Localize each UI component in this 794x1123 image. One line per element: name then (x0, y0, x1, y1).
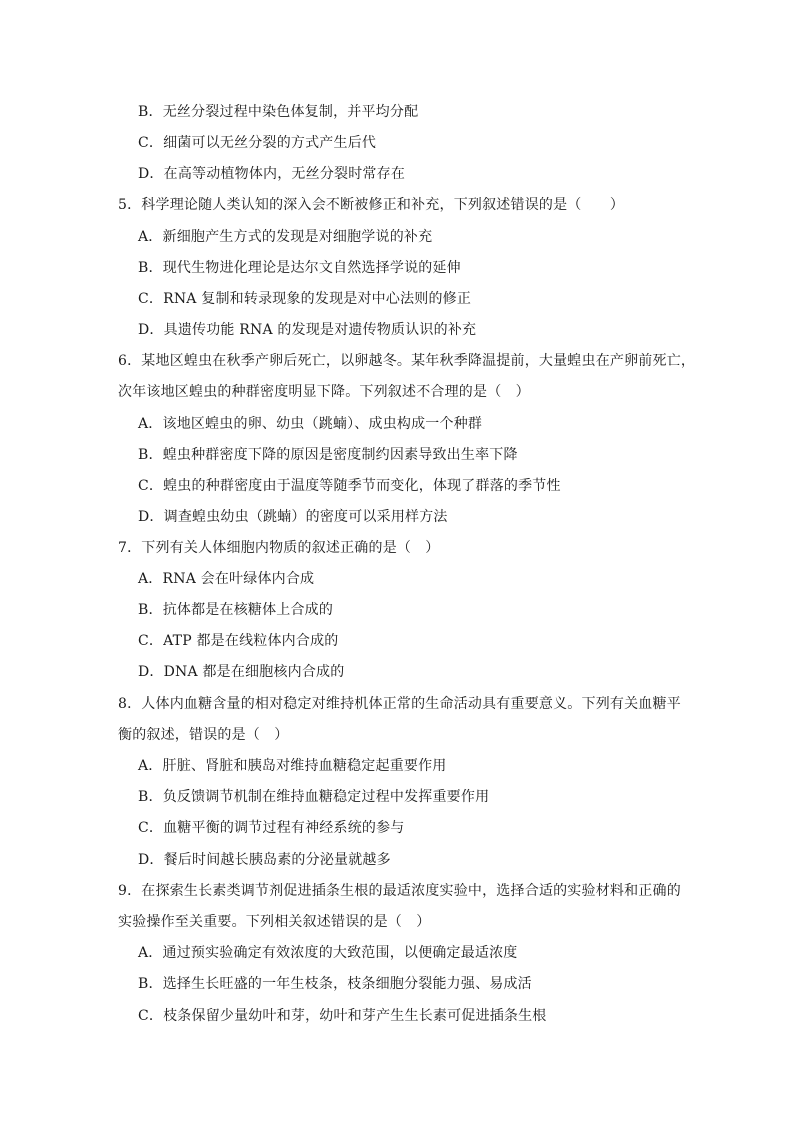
option-line: C．细菌可以无丝分裂的方式产生后代 (138, 135, 377, 151)
option-line: D．DNA 都是在细胞核内合成的 (138, 664, 345, 680)
option-line: D．调查蝗虫幼虫（跳蝻）的密度可以采用样方法 (138, 509, 448, 525)
option-line: C．蝗虫的种群密度由于温度等随季节而变化，体现了群落的季节性 (138, 478, 561, 494)
option-line: C．RNA 复制和转录现象的发现是对中心法则的修正 (138, 291, 472, 307)
option-line: A．该地区蝗虫的卵、幼虫（跳蝻）、成虫构成一个种群 (138, 416, 483, 432)
option-line: D．餐后时间越长胰岛素的分泌量就越多 (138, 852, 391, 868)
question-line: 7．下列有关人体细胞内物质的叙述正确的是（ ） (118, 540, 440, 556)
option-line: A．新细胞产生方式的发现是对细胞学说的补充 (138, 229, 433, 245)
question-line: 实验操作至关重要。下列相关叙述错误的是（ ） (118, 914, 431, 930)
option-line: D．在高等动植物体内，无丝分裂时常存在 (138, 166, 406, 182)
option-line: A．通过预实验确定有效浓度的大致范围，以便确定最适浓度 (138, 945, 518, 961)
option-line: B．现代生物进化理论是达尔文自然选择学说的延伸 (138, 260, 461, 276)
question-line: 9．在探索生长素类调节剂促进插条生根的最适浓度实验中，选择合适的实验材料和正确的 (118, 883, 681, 899)
option-line: B．蝗虫种群密度下降的原因是密度制约因素导致出生率下降 (138, 447, 518, 463)
question-line: 8．人体内血糖含量的相对稳定对维持机体正常的生命活动具有重要意义。下列有关血糖平 (118, 696, 681, 712)
option-line: A．RNA 会在叶绿体内合成 (138, 571, 315, 587)
option-line: C．ATP 都是在线粒体内合成的 (138, 633, 339, 649)
question-line: 衡的叙述，错误的是（ ） (118, 727, 289, 743)
option-line: C．血糖平衡的调节过程有神经系统的参与 (138, 820, 405, 836)
option-line: B．选择生长旺盛的一年生枝条，枝条细胞分裂能力强、易成活 (138, 976, 532, 992)
option-line: B．无丝分裂过程中染色体复制，并平均分配 (138, 104, 419, 120)
question-line: 6．某地区蝗虫在秋季产卵后死亡，以卵越冬。某年秋季降温提前，大量蝗虫在产卵前死亡， (118, 353, 696, 369)
question-line: 5．科学理论随人类认知的深入会不断被修正和补充，下列叙述错误的是（ ） (118, 197, 625, 213)
option-line: D．具遗传功能 RNA 的发现是对遗传物质认识的补充 (138, 322, 477, 338)
question-line: 次年该地区蝗虫的种群密度明显下降。下列叙述不合理的是（ ） (118, 384, 530, 400)
option-line: B．抗体都是在核糖体上合成的 (138, 602, 334, 618)
option-line: B．负反馈调节机制在维持血糖稳定过程中发挥重要作用 (138, 789, 490, 805)
option-line: C．枝条保留少量幼叶和芽，幼叶和芽产生生长素可促进插条生根 (138, 1008, 547, 1024)
option-line: A．肝脏、肾脏和胰岛对维持血糖稳定起重要作用 (138, 758, 447, 774)
